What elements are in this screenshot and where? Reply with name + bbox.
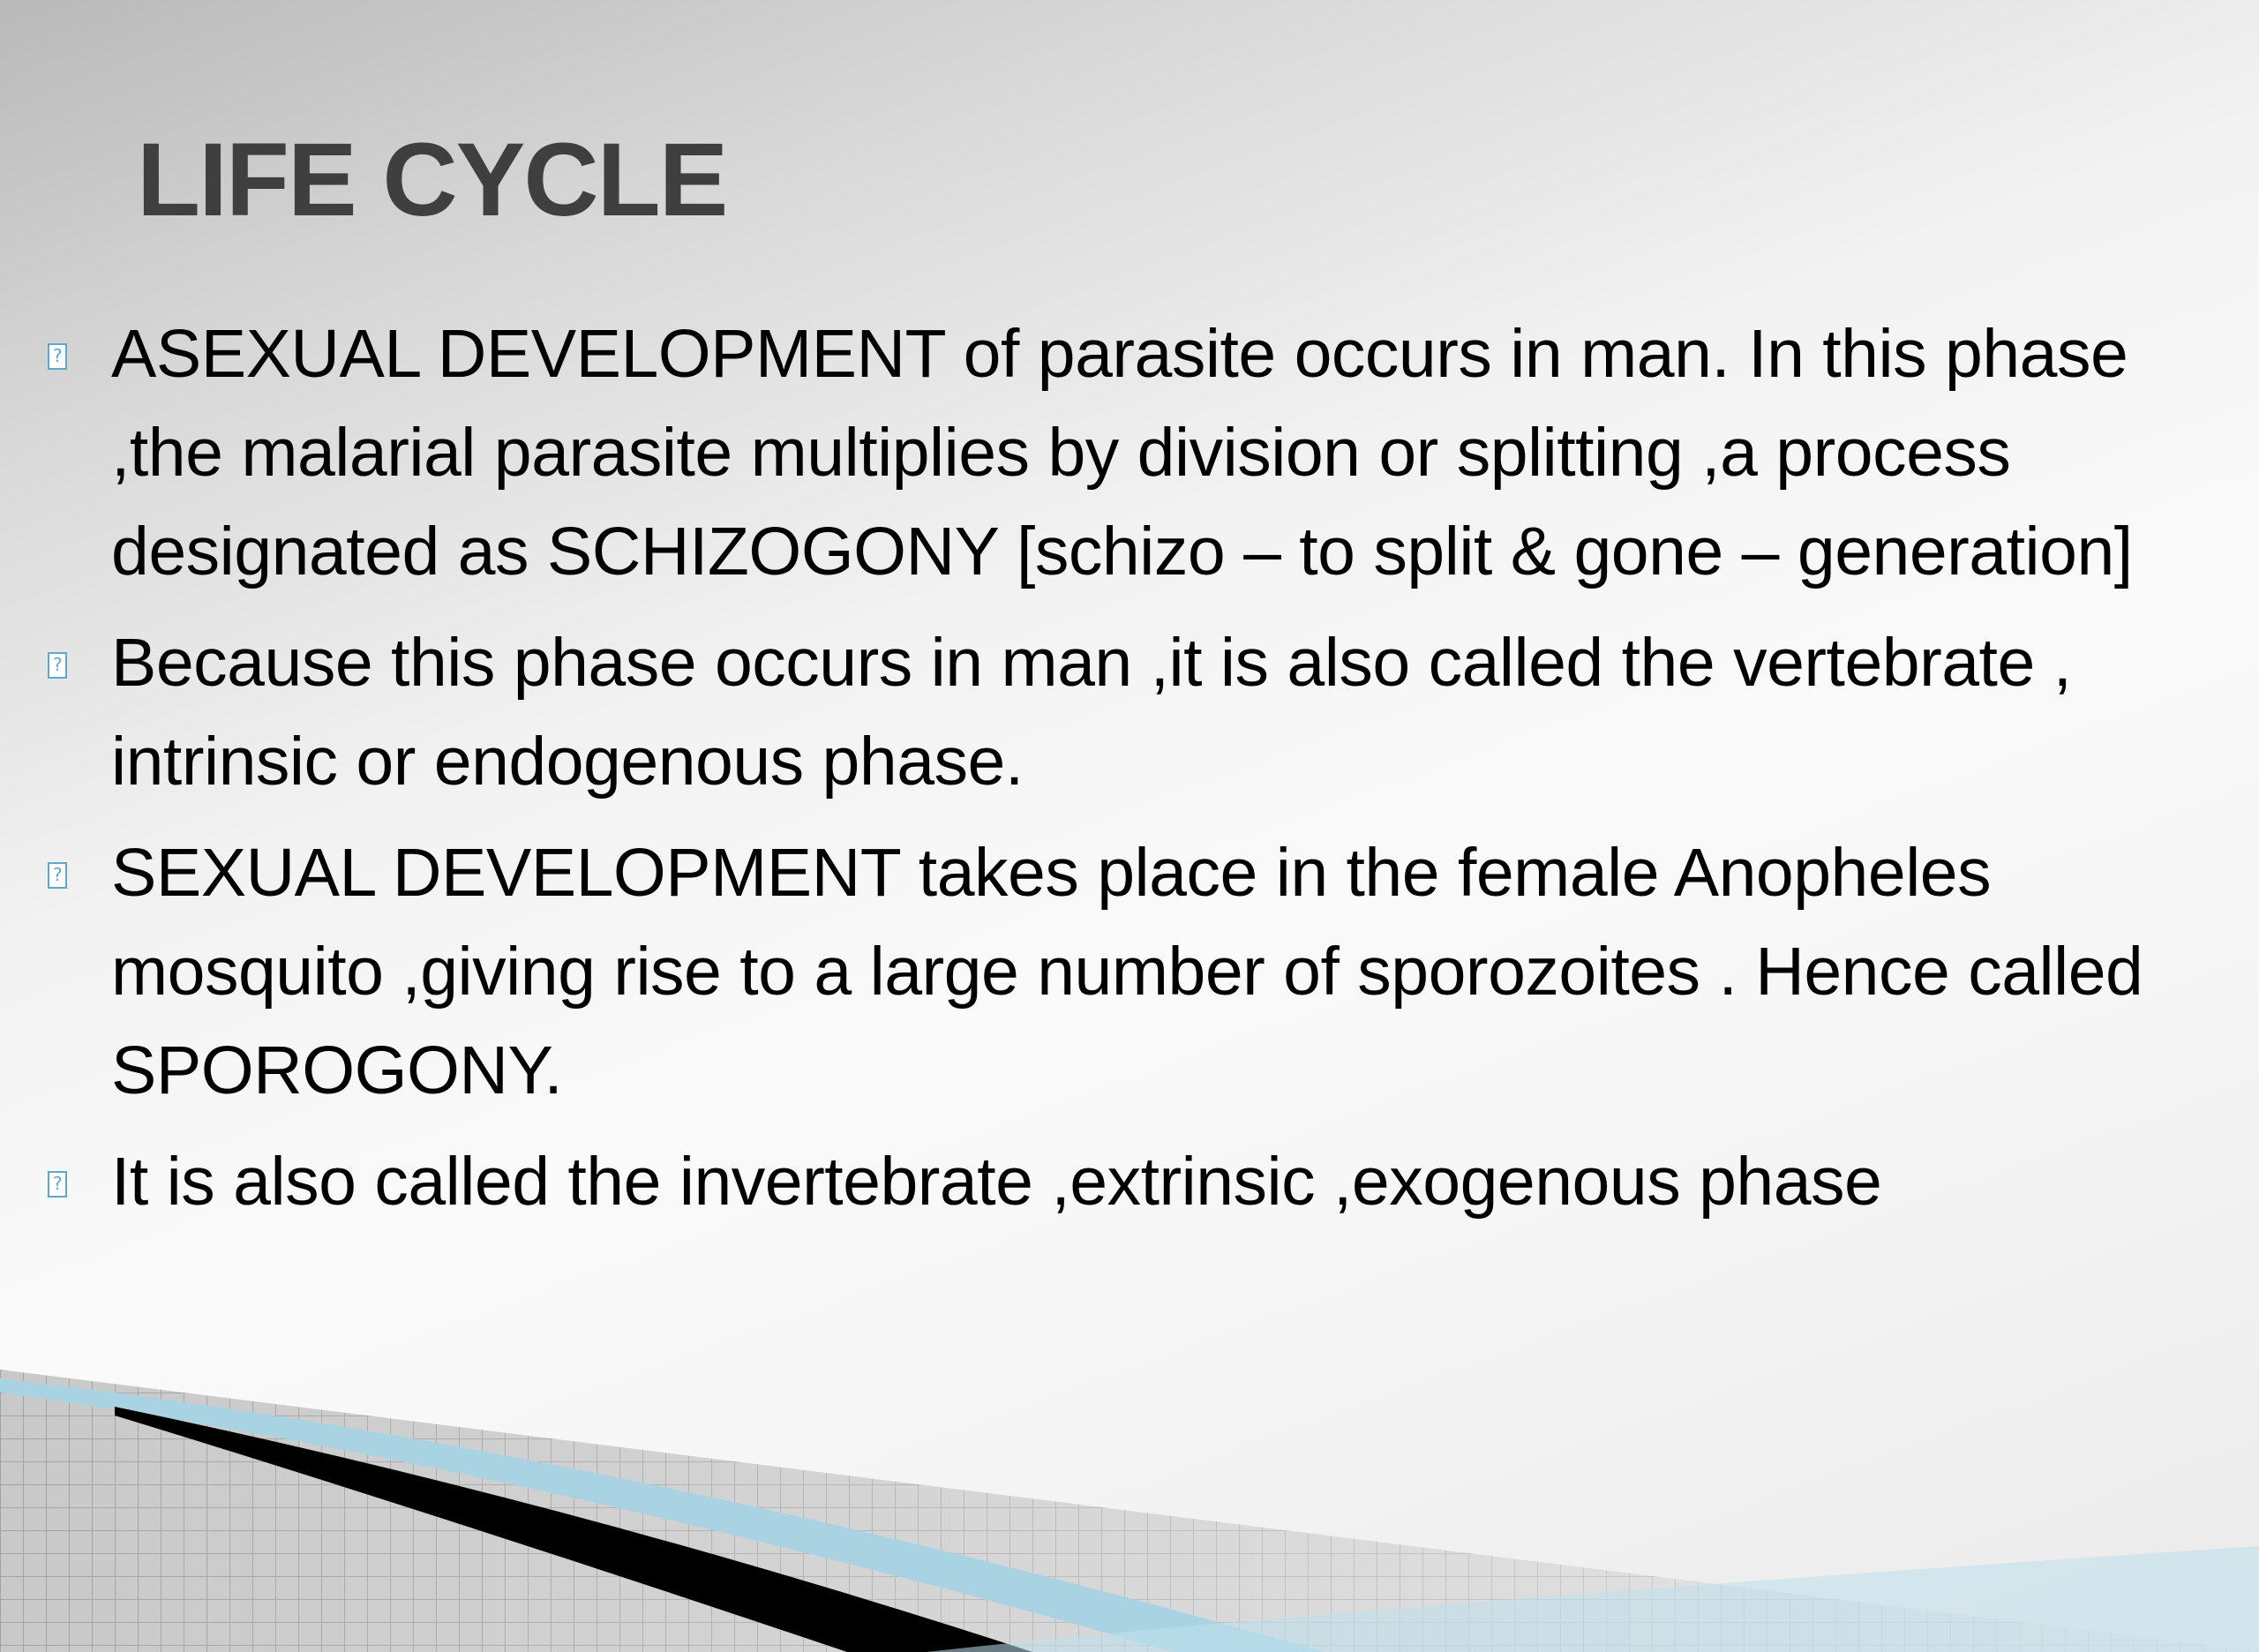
slide-title: LIFE CYCLE [137, 122, 727, 238]
bullet-text: SEXUAL DEVELOPMENT takes place in the female Anopheles mosquito ,giving rise to a large number of sporozoites . Hence called SPOROGONY. [111, 835, 2143, 1108]
bullet-item [0, 304, 2259, 601]
bullet-text: It is also called the invertebrate ,extrinsic ,exogenous phase [111, 1144, 1882, 1220]
bullet-text: ASEXUAL DEVELOPMENT of parasite occurs in man. In this phase ,the malarial parasite multiplies by division or splitting ,a process designated as SCHIZOGONY [schizo – to split & gone – generation] [111, 316, 2133, 589]
bullet-item [0, 1132, 2259, 1231]
bullet-item [0, 613, 2259, 811]
bullet-list [0, 304, 2259, 1243]
bottom-swoosh-decoration [0, 1370, 2259, 1652]
bullet-text: Because this phase occurs in man ,it is also called the vertebrate , intrinsic or endogenous phase. [111, 625, 2072, 800]
bullet-marker-icon [48, 1171, 67, 1198]
bullet-item [0, 823, 2259, 1120]
bullet-marker-icon [48, 343, 67, 370]
bullet-marker-icon [48, 862, 67, 889]
bullet-marker-icon [48, 652, 67, 679]
